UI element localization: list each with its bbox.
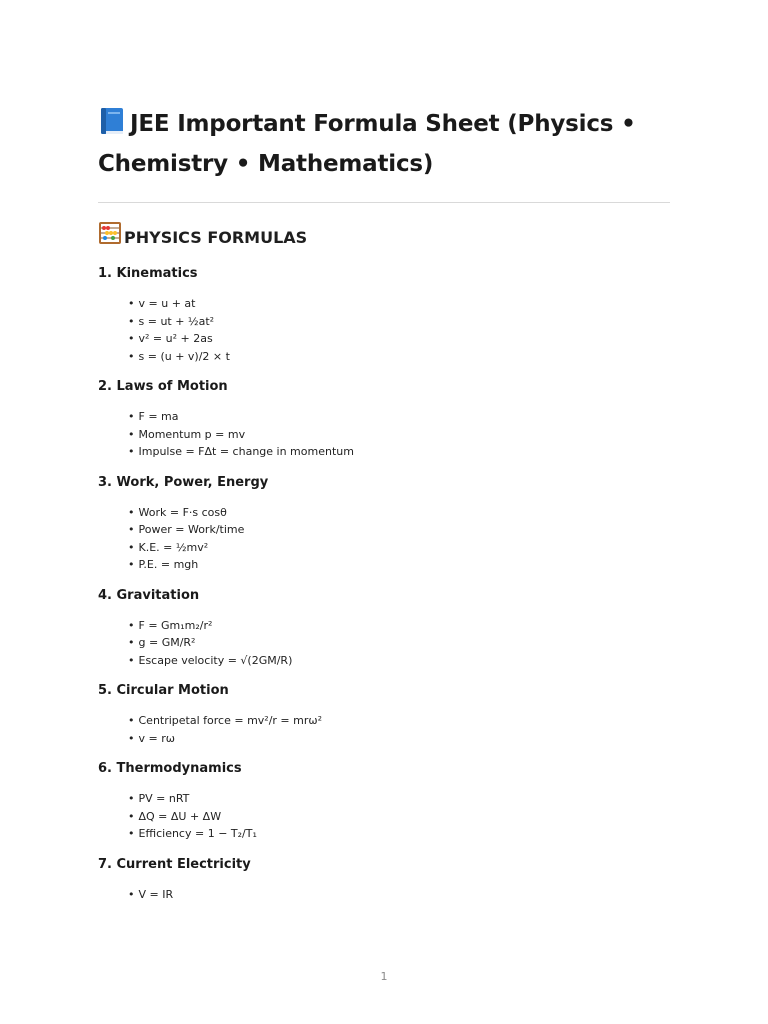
section-heading: 7. Current Electricity <box>98 856 251 872</box>
section-kinematics <box>98 263 670 365</box>
physics-heading <box>98 221 670 255</box>
formula-item: • v² = u² + 2as <box>128 332 213 345</box>
formula-item: • g = GM/R² <box>128 636 196 649</box>
title-divider <box>98 202 670 203</box>
page-number: 1 <box>380 970 388 983</box>
formula-item: • Power = Work/time <box>128 523 245 536</box>
formula-list <box>128 712 670 747</box>
blue-book-icon <box>98 106 128 147</box>
document-title <box>98 106 670 182</box>
formula-list <box>128 790 670 843</box>
formula-item: • Momentum p = mv <box>128 427 246 441</box>
section-heading: 4. Gravitation <box>98 587 200 603</box>
formula-item: • v = u + at <box>128 297 196 310</box>
formula-item: • F = ma <box>128 410 179 423</box>
formula-item: • Escape velocity = √(2GM/R) <box>128 653 293 667</box>
section-heading: 3. Work, Power, Energy <box>98 474 269 490</box>
section-circular-motion <box>98 680 670 747</box>
section-current-electricity <box>98 854 670 904</box>
formula-list <box>128 408 670 461</box>
formula-item: • P.E. = mgh <box>128 558 199 571</box>
physics-heading-text: PHYSICS FORMULAS <box>124 228 308 247</box>
section-gravitation <box>98 585 670 670</box>
formula-item: • ΔQ = ΔU + ΔW <box>128 809 222 823</box>
formula-item: • s = ut + ½at² <box>128 314 215 328</box>
section-heading: 1. Kinematics <box>98 266 198 281</box>
section-heading: 6. Thermodynamics <box>98 761 242 776</box>
formula-item: • v = rω <box>128 731 175 745</box>
formula-item: • Centripetal force = mv²/r = mrω² <box>128 714 323 727</box>
formula-item: • K.E. = ½mv² <box>128 540 209 554</box>
formula-list <box>128 295 670 365</box>
formula-item: • Work = F·s cosθ <box>128 505 227 519</box>
formula-item: • Efficiency = 1 − T₂/T₁ <box>128 827 257 840</box>
formula-item: • F = Gm₁m₂/r² <box>128 618 213 632</box>
formula-item: • Impulse = FΔt = change in momentum <box>128 445 354 458</box>
formula-item: • PV = nRT <box>128 792 190 805</box>
abacus-icon <box>98 221 122 255</box>
formula-item: • s = (u + v)/2 × t <box>128 349 230 363</box>
section-thermodynamics <box>98 758 670 843</box>
section-heading: 5. Circular Motion <box>98 683 229 698</box>
document-title-text: JEE Important Formula Sheet (Physics • Chemistry • Mathematics) <box>98 111 636 177</box>
formula-list <box>128 504 670 574</box>
formula-item: • V = IR <box>128 887 174 901</box>
section-heading: 2. Laws of Motion <box>98 379 228 394</box>
formula-list <box>128 617 670 670</box>
formula-list <box>128 886 670 904</box>
section-laws-of-motion <box>98 376 670 461</box>
section-work-power-energy <box>98 472 670 574</box>
document-page <box>98 106 670 903</box>
